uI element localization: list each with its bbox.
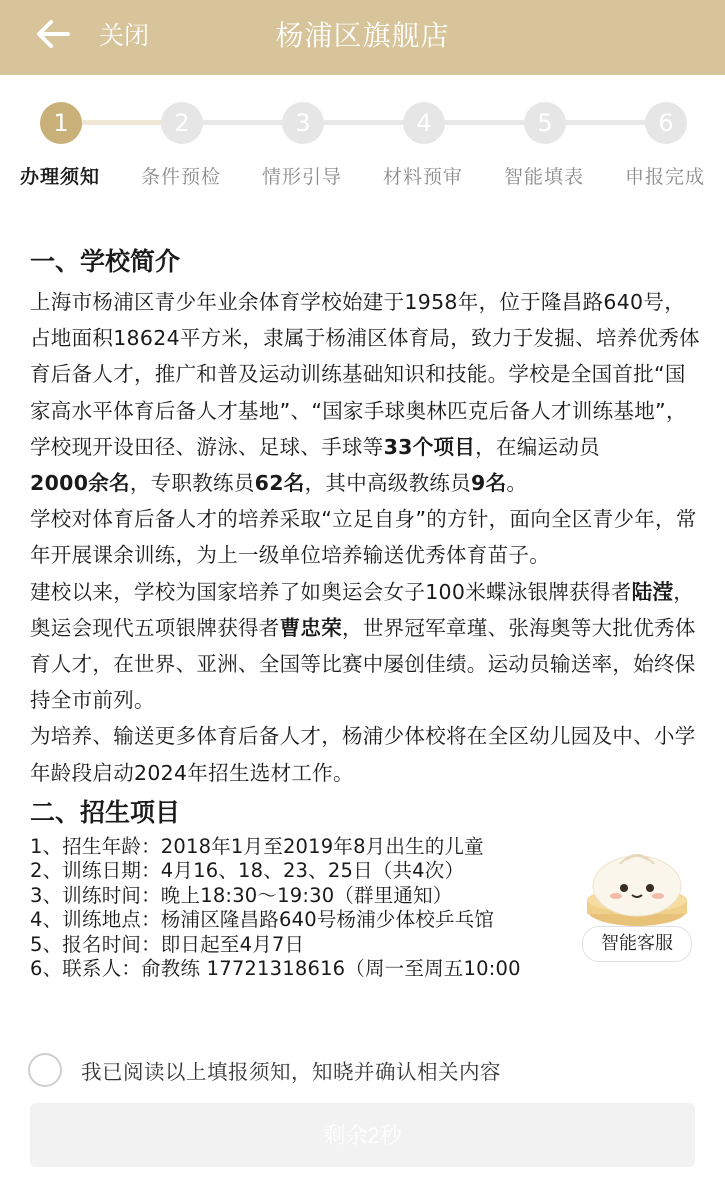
step-2-label[interactable]: 条件预检 <box>140 166 221 188</box>
recruitment-paragraph: 为培养、输送更多体育后备人才，杨浦少体校将在全区幼儿园及中、小学年龄段启动2024年招生选材工作。 <box>30 724 696 785</box>
step-1-indicator[interactable]: 1 <box>40 102 82 144</box>
step-1-label[interactable]: 办理须知 <box>19 166 100 188</box>
smart-service-button[interactable] <box>580 838 695 960</box>
step-6-label[interactable]: 申报完成 <box>624 166 705 188</box>
list-item: 5、报名时间：即日起至4月7日 <box>30 932 305 956</box>
step-6-indicator[interactable]: 6 <box>645 102 687 144</box>
page-title: 杨浦区旗舰店 <box>275 19 450 52</box>
step-connector <box>445 120 524 125</box>
list-item: 6、联系人：俞教练 17721318616（周一至周五10:00 <box>30 957 521 981</box>
step-connector <box>566 120 646 125</box>
section-title-school-intro: 一、学校简介 <box>30 247 181 276</box>
training-policy-paragraph: 学校对体育后备人才的培养采取“立足自身”的方针，面向全区青少年，常年开展课余训练，为上一级单位培养输送优秀体育苗子。 <box>30 507 697 568</box>
step-3-label[interactable]: 情形引导 <box>261 166 342 188</box>
list-item: 4、训练地点：杨浦区隆昌路640号杨浦少体校乒乓馆 <box>30 908 495 932</box>
steamed-bun-mascot-icon <box>580 838 695 933</box>
section-title-programs: 二、招生项目 <box>30 797 181 827</box>
step-connector <box>324 120 404 125</box>
step-connector <box>82 120 162 125</box>
step-2-indicator[interactable]: 2 <box>161 102 203 144</box>
agree-text: 我已阅读以上填报须知，知晓并确认相关内容 <box>81 1060 501 1084</box>
achievements-paragraph: 建校以来，学校为国家培养了如奥运会女子100米蝶泳银牌获得者陆滢，奥运会现代五项银牌获得者曹忠荣，世界冠军章瑾、张海奥等大批优秀体育人才，在世界、亚洲、全国等比赛中屡创佳绩。运动员输送率，始终保持全市前列。 <box>30 579 696 713</box>
top-bar <box>0 0 725 75</box>
step-5-indicator[interactable]: 5 <box>524 102 566 144</box>
step-4-label[interactable]: 材料预审 <box>382 166 463 188</box>
close-button[interactable]: 关闭 <box>99 21 150 50</box>
smart-service-label: 智能客服 <box>582 926 692 962</box>
step-4-indicator[interactable]: 4 <box>403 102 445 144</box>
step-connector <box>203 120 282 125</box>
agree-checkbox-row[interactable] <box>28 1050 708 1090</box>
agree-radio[interactable] <box>28 1053 62 1087</box>
countdown-submit-button[interactable]: 剩余2秒 <box>30 1103 695 1167</box>
step-5-label[interactable]: 智能填表 <box>503 166 584 188</box>
step-3-indicator[interactable]: 3 <box>282 102 324 144</box>
list-item: 1、招生年龄：2018年1月至2019年8月出生的儿童 <box>30 834 484 858</box>
intro-paragraph: 上海市杨浦区青少年业余体育学校始建于1958年，位于隆昌路640号，占地面积18624平方米，隶属于杨浦区体育局，致力于发掘、培养优秀体育后备人才，推广和普及运动训练基础知识和技能。学校是全国首批“国家高水平体育后备人才基地”、“国家手球奥林匹克后备人才训练基地”，学校现开设田径、游泳、足球、手球等33个项目，在编运动员 2000余名，专职教练员62名，其中高级教练员9名。 <box>30 290 700 496</box>
list-item: 3、训练时间：晚上18:30～19:30（群里通知） <box>30 883 453 907</box>
list-item: 2、训练日期：4月16、18、23、25日（共4次） <box>30 859 465 883</box>
